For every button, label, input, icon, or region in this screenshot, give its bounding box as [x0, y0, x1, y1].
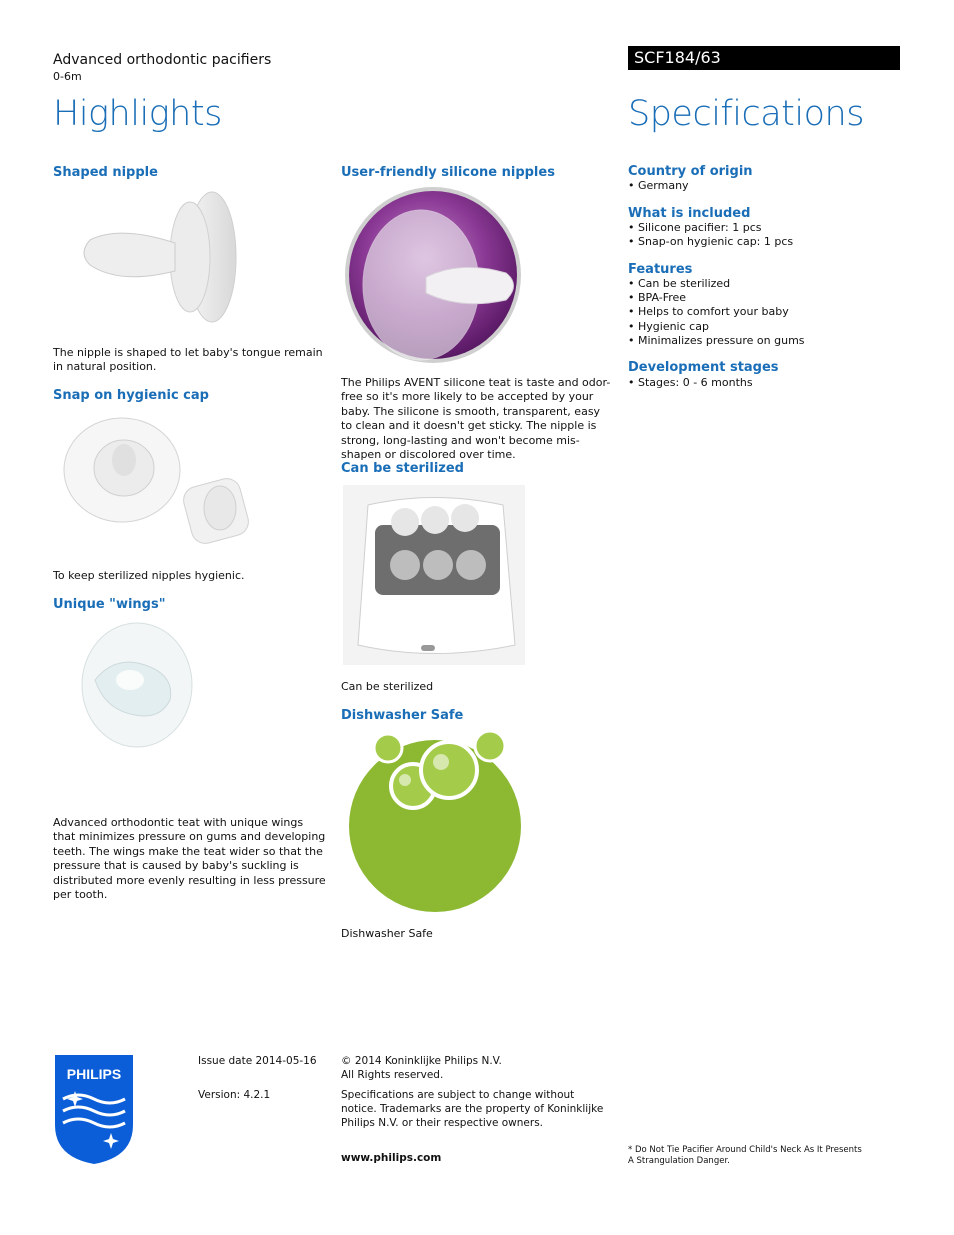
spec-notice: Specifications are subject to change without notice. Trademarks are the property of Koninklijke Philips N.V. or their respective owners.: [341, 1089, 604, 1129]
spec-item: • Helps to comfort your baby: [628, 305, 805, 319]
spec-item: • Can be sterilized: [628, 277, 805, 291]
shaped-nipple-image: [80, 185, 240, 330]
spec-heading-development: Development stages: [628, 360, 779, 375]
highlight-heading-shaped-nipple: Shaped nipple: [53, 165, 158, 180]
highlight-heading-dishwasher: Dishwasher Safe: [341, 708, 464, 723]
spec-item: • Hygienic cap: [628, 320, 805, 334]
silicone-nipples-image: [341, 185, 526, 365]
spec-item: • BPA-Free: [628, 291, 805, 305]
version: Version: 4.2.1: [198, 1089, 271, 1101]
highlight-heading-silicone-nipples: User-friendly silicone nipples: [341, 165, 555, 180]
highlight-heading-unique-wings: Unique "wings": [53, 597, 166, 612]
rights-reserved: All Rights reserved.: [341, 1069, 444, 1081]
spec-list-features: [628, 277, 805, 348]
spec-list-country: [628, 179, 689, 193]
specifications-title: Specifications: [628, 94, 864, 134]
highlight-text-unique-wings: Advanced orthodontic teat with unique wings that minimizes pressure on gums and developing teeth. The wings make the teat wider so that the pressure that is caused by baby's suckling is distributed more evenly resulting in less pressure per tooth.: [53, 816, 326, 902]
highlight-heading-hygienic-cap: Snap on hygienic cap: [53, 388, 209, 403]
sterilizer-image: [343, 480, 525, 670]
highlights-title: Highlights: [53, 94, 222, 134]
model-number-bar: [628, 46, 900, 70]
philips-brand-text: PHILIPS: [66, 1066, 122, 1082]
highlight-text-silicone-nipples: The Philips AVENT silicone teat is taste and odor-free so it's more likely to be accepted by your baby. The silicone is smooth, transparent, easy to clean and it doesn't get sticky. The nipple is strong, long-lasting and won't become mis-shapen or discolored over time.: [341, 376, 611, 462]
product-name: Advanced orthodontic pacifiers: [53, 52, 272, 68]
highlight-text-shaped-nipple: The nipple is shaped to let baby's tongue remain in natural position.: [53, 346, 323, 374]
spec-list-development: [628, 376, 753, 390]
spec-item: • Silicone pacifier: 1 pcs: [628, 221, 793, 235]
unique-wings-image: [75, 620, 200, 760]
spec-list-included: [628, 221, 793, 249]
dishwasher-safe-icon: [343, 730, 528, 915]
highlight-text-dishwasher: Dishwasher Safe: [341, 927, 433, 940]
hygienic-cap-image: [62, 410, 286, 555]
spec-item: • Snap-on hygienic cap: 1 pcs: [628, 235, 793, 249]
spec-heading-features: Features: [628, 262, 693, 277]
issue-date: Issue date 2014-05-16: [198, 1055, 317, 1067]
age-range: 0-6m: [53, 70, 82, 83]
spec-item: • Stages: 0 - 6 months: [628, 376, 753, 390]
highlight-text-hygienic-cap: To keep sterilized nipples hygienic.: [53, 569, 245, 582]
copyright: © 2014 Koninklijke Philips N.V.: [341, 1055, 502, 1067]
spec-heading-included: What is included: [628, 206, 751, 221]
website-link[interactable]: www.philips.com: [341, 1152, 442, 1164]
philips-shield-logo: [53, 1053, 135, 1166]
spec-heading-country: Country of origin: [628, 164, 753, 179]
highlight-heading-sterilized: Can be sterilized: [341, 461, 464, 476]
spec-item: • Germany: [628, 179, 689, 193]
spec-item: • Minimalizes pressure on gums: [628, 334, 805, 348]
model-number: SCF184/63: [634, 48, 721, 67]
highlight-text-sterilized: Can be sterilized: [341, 680, 434, 693]
safety-disclaimer: * Do Not Tie Pacifier Around Child's Neck As It Presents A Strangulation Danger.: [628, 1145, 862, 1166]
